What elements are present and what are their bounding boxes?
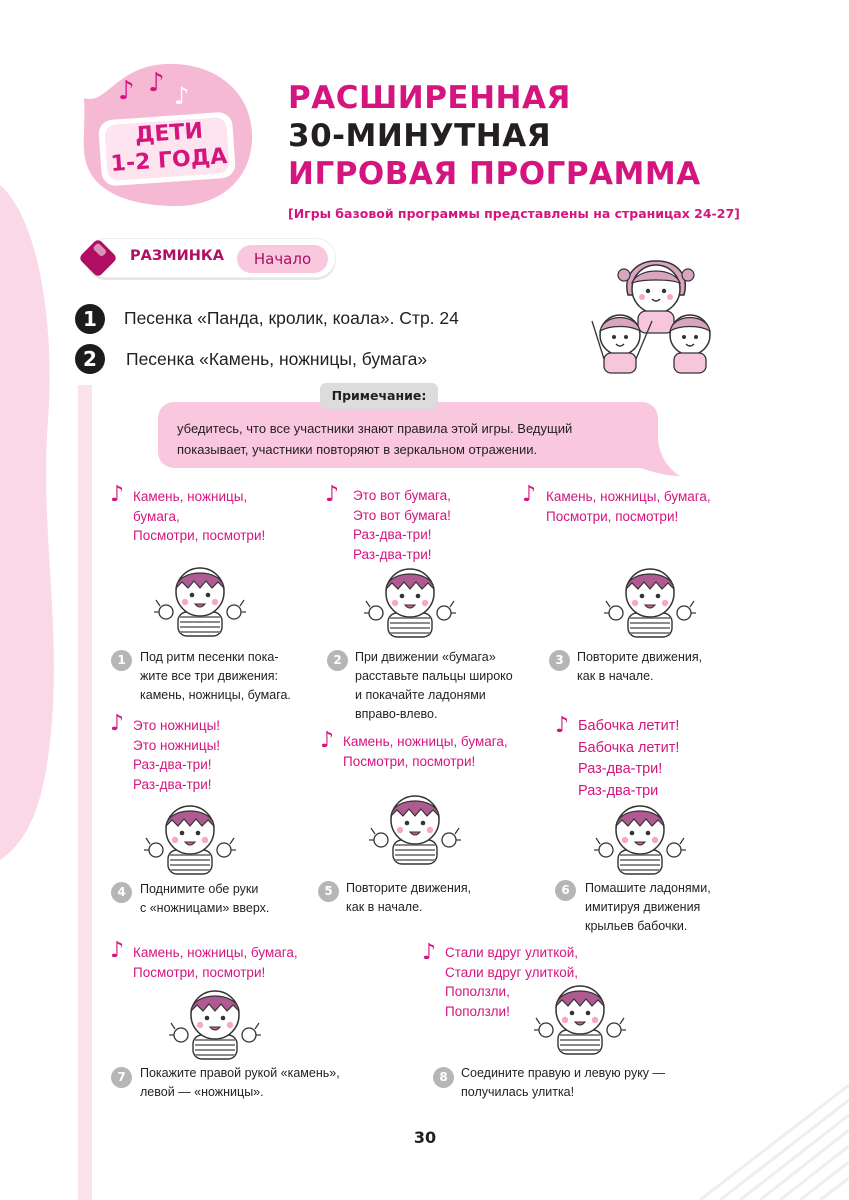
step-7-text: Покажите правой рукой «камень», левой — «ножницы».	[140, 1066, 340, 1099]
step-7-number: 7	[111, 1067, 132, 1088]
music-note-icon: ♪	[555, 713, 570, 738]
step-4-number: 4	[111, 882, 132, 903]
note-text: убедитесь, что все участники знают правила этой игры. Ведущий показывает, участники повторяют в зеркальном отражении.	[177, 421, 573, 457]
music-note-icon: ♪	[320, 728, 335, 753]
step-5-lyrics: Камень, ножницы, бумага, Посмотри, посмотри!	[343, 734, 508, 769]
music-note-icon: ♪	[110, 482, 125, 507]
step-7-lyrics: Камень, ножницы, бумага, Посмотри, посмотри!	[133, 945, 298, 980]
kid-step-8-illustration	[530, 980, 630, 1056]
step-1-text: Под ритм песенки пока- жите все три движения: камень, ножницы, бумага.	[140, 650, 291, 702]
step-8-number: 8	[433, 1067, 454, 1088]
kid-step-3-illustration	[600, 563, 700, 639]
step-2-text: При движении «бумага» расставьте пальцы широко и покачайте ладонями вправо-влево.	[355, 650, 513, 721]
start-label: Начало	[253, 250, 312, 268]
step-6-lyrics: Бабочка летит! Бабочка летит! Раз-два-три! Раз-два-три	[578, 718, 680, 799]
step-3-number: 3	[549, 650, 570, 671]
title-line-1: РАСШИРЕННАЯ	[288, 80, 571, 116]
kid-step-1-illustration	[150, 562, 250, 638]
step-6-number: 6	[555, 880, 576, 901]
step-2-number: 2	[327, 650, 348, 671]
warmup-label: РАЗМИНКА	[130, 248, 224, 264]
song-number-1: 1	[75, 304, 105, 334]
badge-age-line2: 1-2 ГОДА	[109, 143, 229, 178]
step-1-number: 1	[111, 650, 132, 671]
step-2-lyrics: Это вот бумага, Это вот бумага! Раз-два-три! Раз-два-три!	[353, 488, 451, 562]
step-5-number: 5	[318, 881, 339, 902]
music-notes-icon: ♪ ♪ ♪	[118, 68, 190, 110]
song-1-text: Песенка «Панда, кролик, коала». Стр. 24	[124, 308, 459, 328]
step-4-lyrics: Это ножницы! Это ножницы! Раз-два-три! Раз-два-три!	[133, 718, 221, 792]
note-title: Примечание:	[331, 388, 427, 403]
song-number-2: 2	[75, 344, 105, 374]
title-line-3: ИГРОВАЯ ПРОГРАММА	[288, 156, 701, 192]
step-6-text: Помашите ладонями, имитируя движения крыльев бабочки.	[585, 881, 711, 933]
kid-step-4-illustration	[140, 800, 240, 876]
step-1-lyrics: Камень, ножницы, бумага, Посмотри, посмотри!	[133, 489, 266, 543]
step-8-text: Соедините правую и левую руку — получилась улитка!	[461, 1066, 666, 1099]
kid-step-7-illustration	[165, 985, 265, 1061]
music-note-icon: ♪	[325, 482, 340, 507]
kid-step-5-illustration	[365, 790, 465, 866]
pink-diamond-icon	[74, 234, 122, 282]
step-5-text: Повторите движения, как в начале.	[346, 881, 472, 914]
three-kids-illustration	[590, 255, 730, 375]
music-note-icon: ♪	[110, 938, 125, 963]
page-number: 30	[413, 1128, 437, 1147]
song-2-text: Песенка «Камень, ножницы, бумага»	[126, 349, 428, 369]
badge-age-line1: ДЕТИ	[134, 118, 204, 149]
kid-step-2-illustration	[360, 563, 460, 639]
kid-step-6-illustration	[590, 800, 690, 876]
music-note-icon: ♪	[422, 940, 437, 965]
title-line-2: 30-МИНУТНАЯ	[288, 118, 552, 154]
step-4-text: Поднимите обе руки с «ножницами» вверх.	[140, 882, 270, 915]
step-3-text: Повторите движения, как в начале.	[577, 650, 703, 683]
base-program-note: [Игры базовой программы представлены на страницах 24-27]	[288, 206, 740, 221]
music-note-icon: ♪	[110, 711, 125, 736]
music-note-icon: ♪	[522, 482, 537, 507]
step-3-lyrics: Камень, ножницы, бумага, Посмотри, посмотри!	[546, 489, 711, 524]
step-8-lyrics: Стали вдруг улиткой, Стали вдруг улиткой, Поползли, Поползли!	[445, 945, 579, 1019]
